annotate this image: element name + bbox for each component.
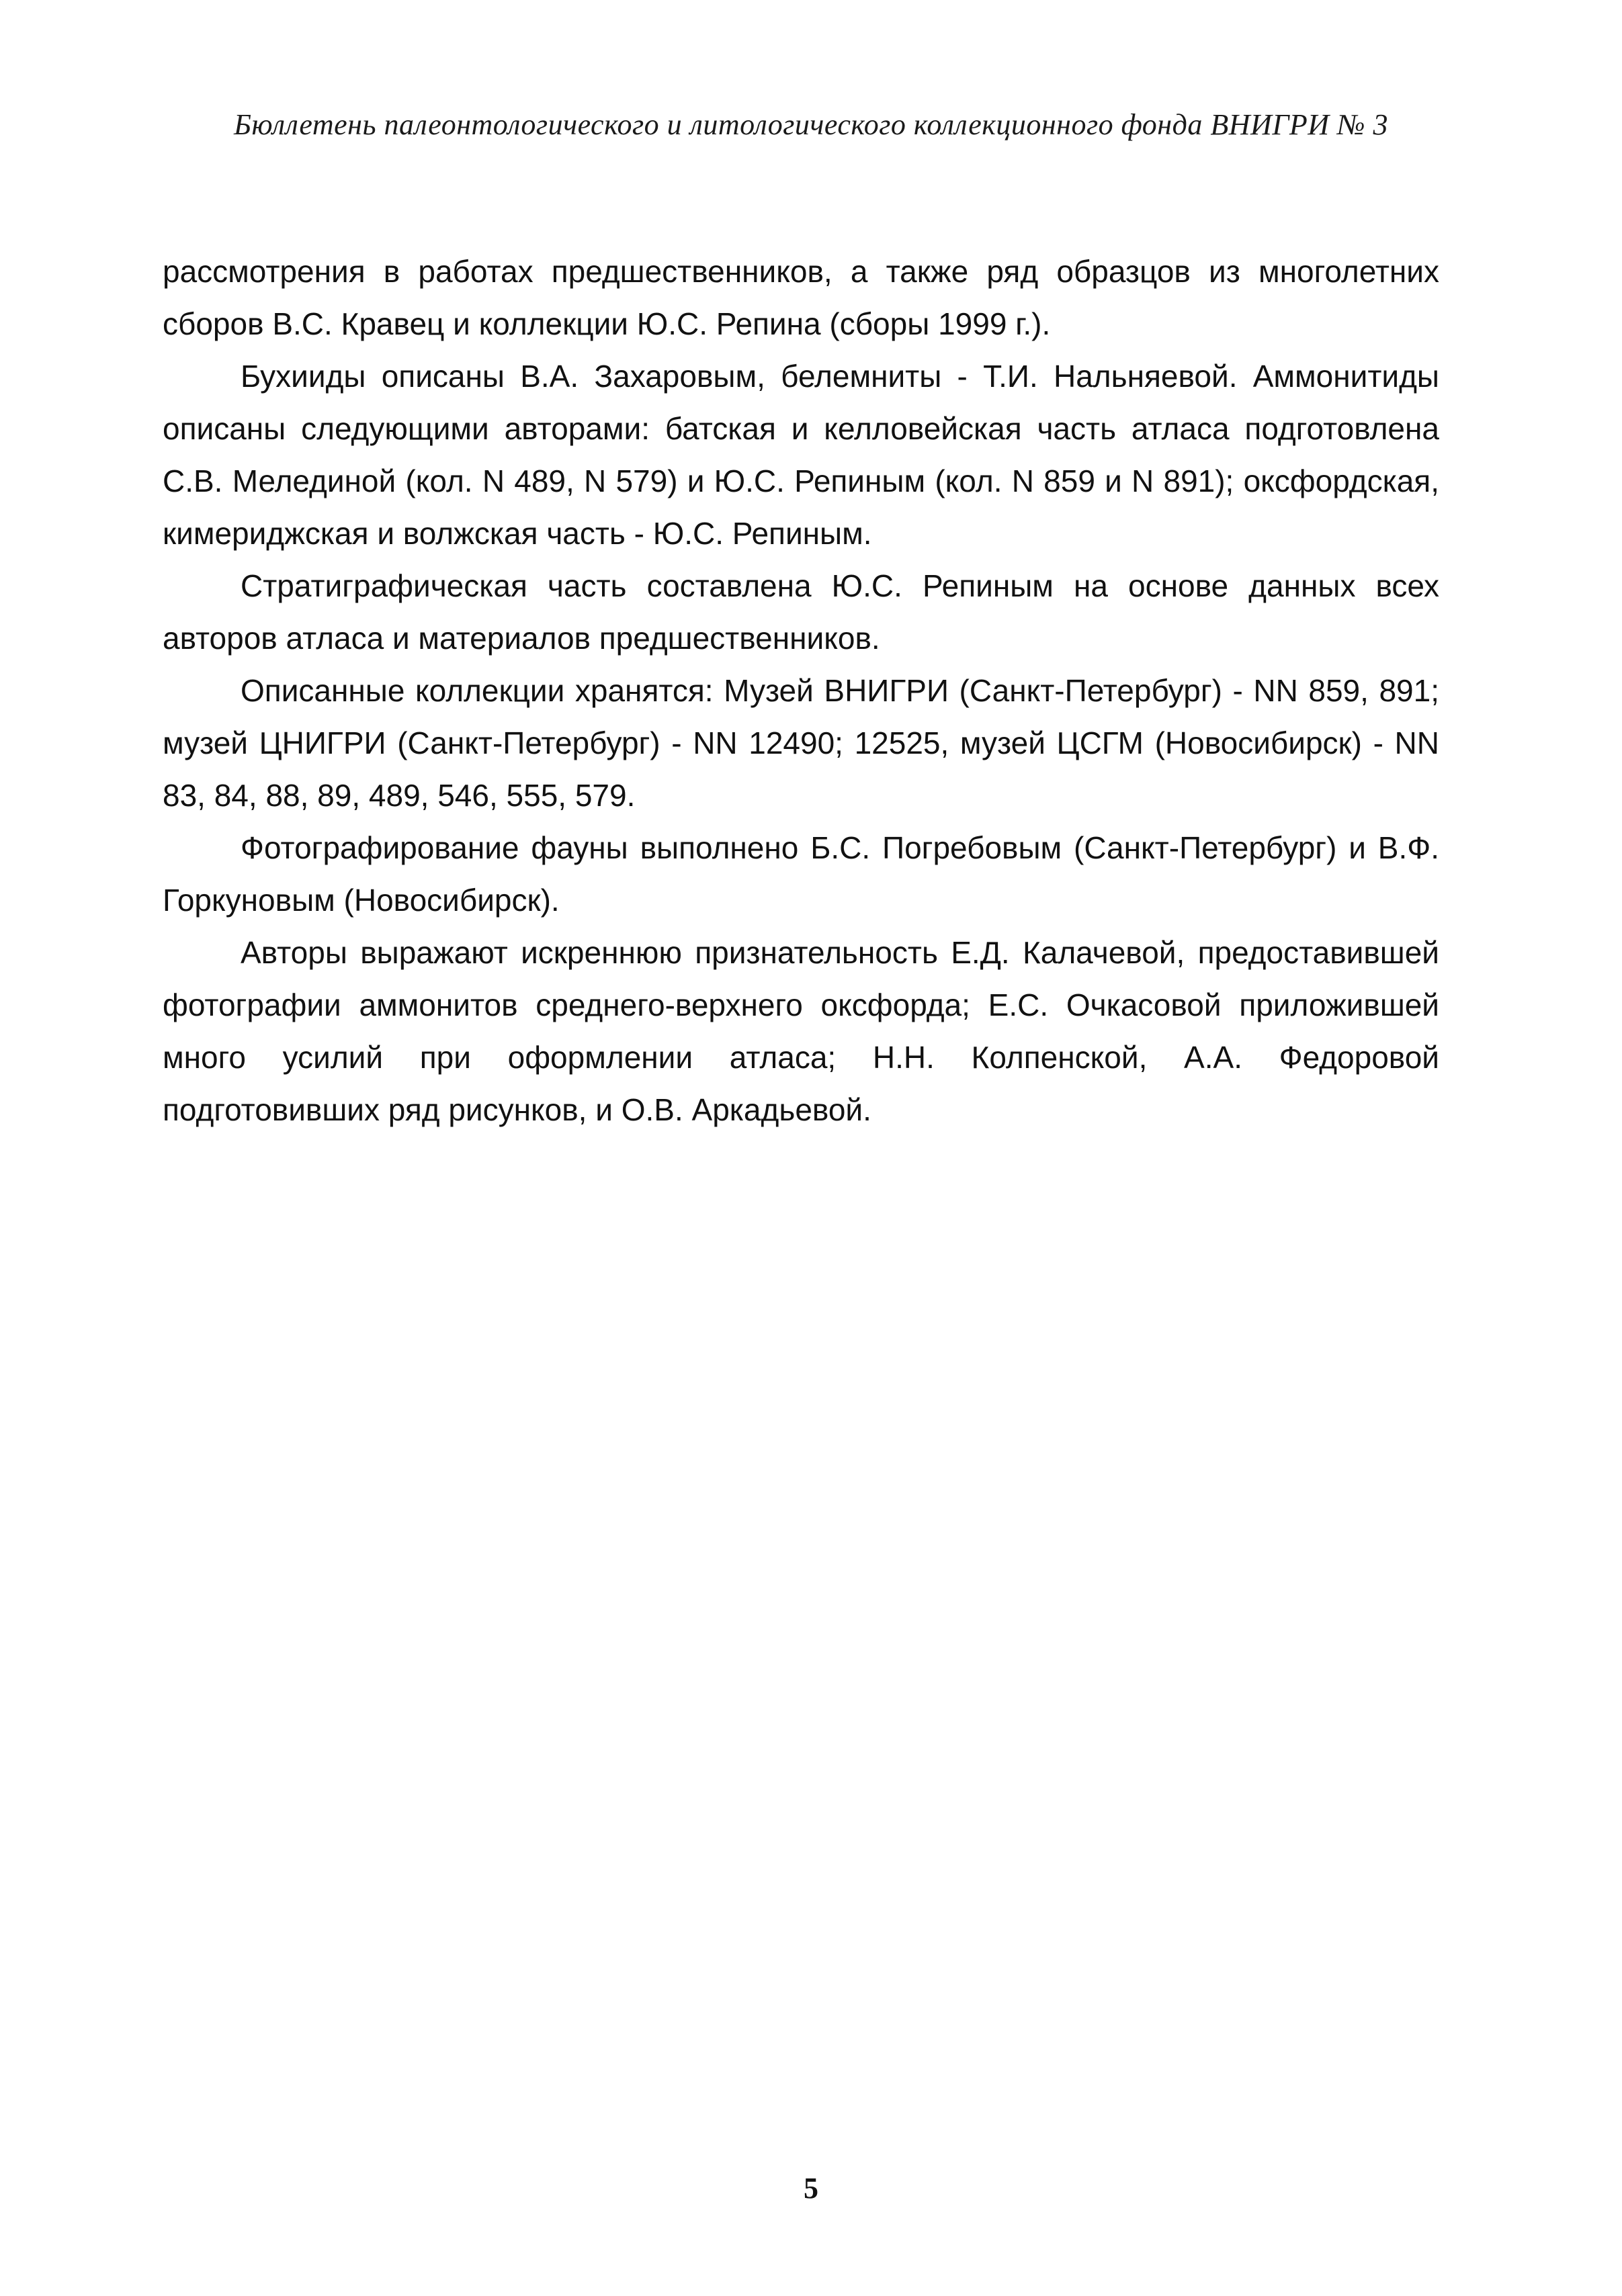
paragraph-1: рассмотрения в работах предшественников, а также ряд образцов из многолетних сборов В.С. Кравец и коллекции Ю.С. Репина (сборы 1999 г.).	[163, 254, 1439, 341]
paragraph-4: Описанные коллекции хранятся: Музей ВНИГРИ (Санкт-Петербург) - NN 859, 891; музей ЦНИГРИ (Санкт-Петербург) - NN 12490; 12525, музей ЦСГМ (Новосибирск) - NN 83, 84, 88, 89, 489, 546, 555, 579.	[163, 673, 1439, 813]
page-number: 5	[804, 2172, 818, 2205]
paragraph-2: Бухииды описаны В.А. Захаровым, белемниты - Т.И. Нальняевой. Аммонитиды описаны следующими авторами: батская и келловейская часть атласа подготовлена С.В. Мелединой (кол. N 489, N 579) и Ю.С. Репиным (кол. N 859 и N 891); оксфордская, кимериджская и волжская часть - Ю.С. Репиным.	[163, 359, 1439, 551]
paragraph-3: Стратиграфическая часть составлена Ю.С. Репиным на основе данных всех авторов атласа и материалов предшественников.	[163, 568, 1439, 656]
running-header: Бюллетень палеонтологического и литологического коллекционного фонда ВНИГРИ № 3	[234, 108, 1388, 141]
paragraph-5: Фотографирование фауны выполнено Б.С. Погребовым (Санкт-Петербург) и В.Ф. Горкуновым (Новосибирск).	[163, 830, 1439, 918]
paragraph-6: Авторы выражают искреннюю признательность Е.Д. Калачевой, предоставившей фотографии аммонитов среднего-верхнего оксфорда; Е.С. Очкасовой приложившей много усилий при оформлении атласа; Н.Н. Колпенской, А.А. Федоровой подготовивших ряд рисунков, и О.В. Аркадьевой.	[163, 935, 1439, 1127]
body-text	[163, 245, 1439, 1136]
